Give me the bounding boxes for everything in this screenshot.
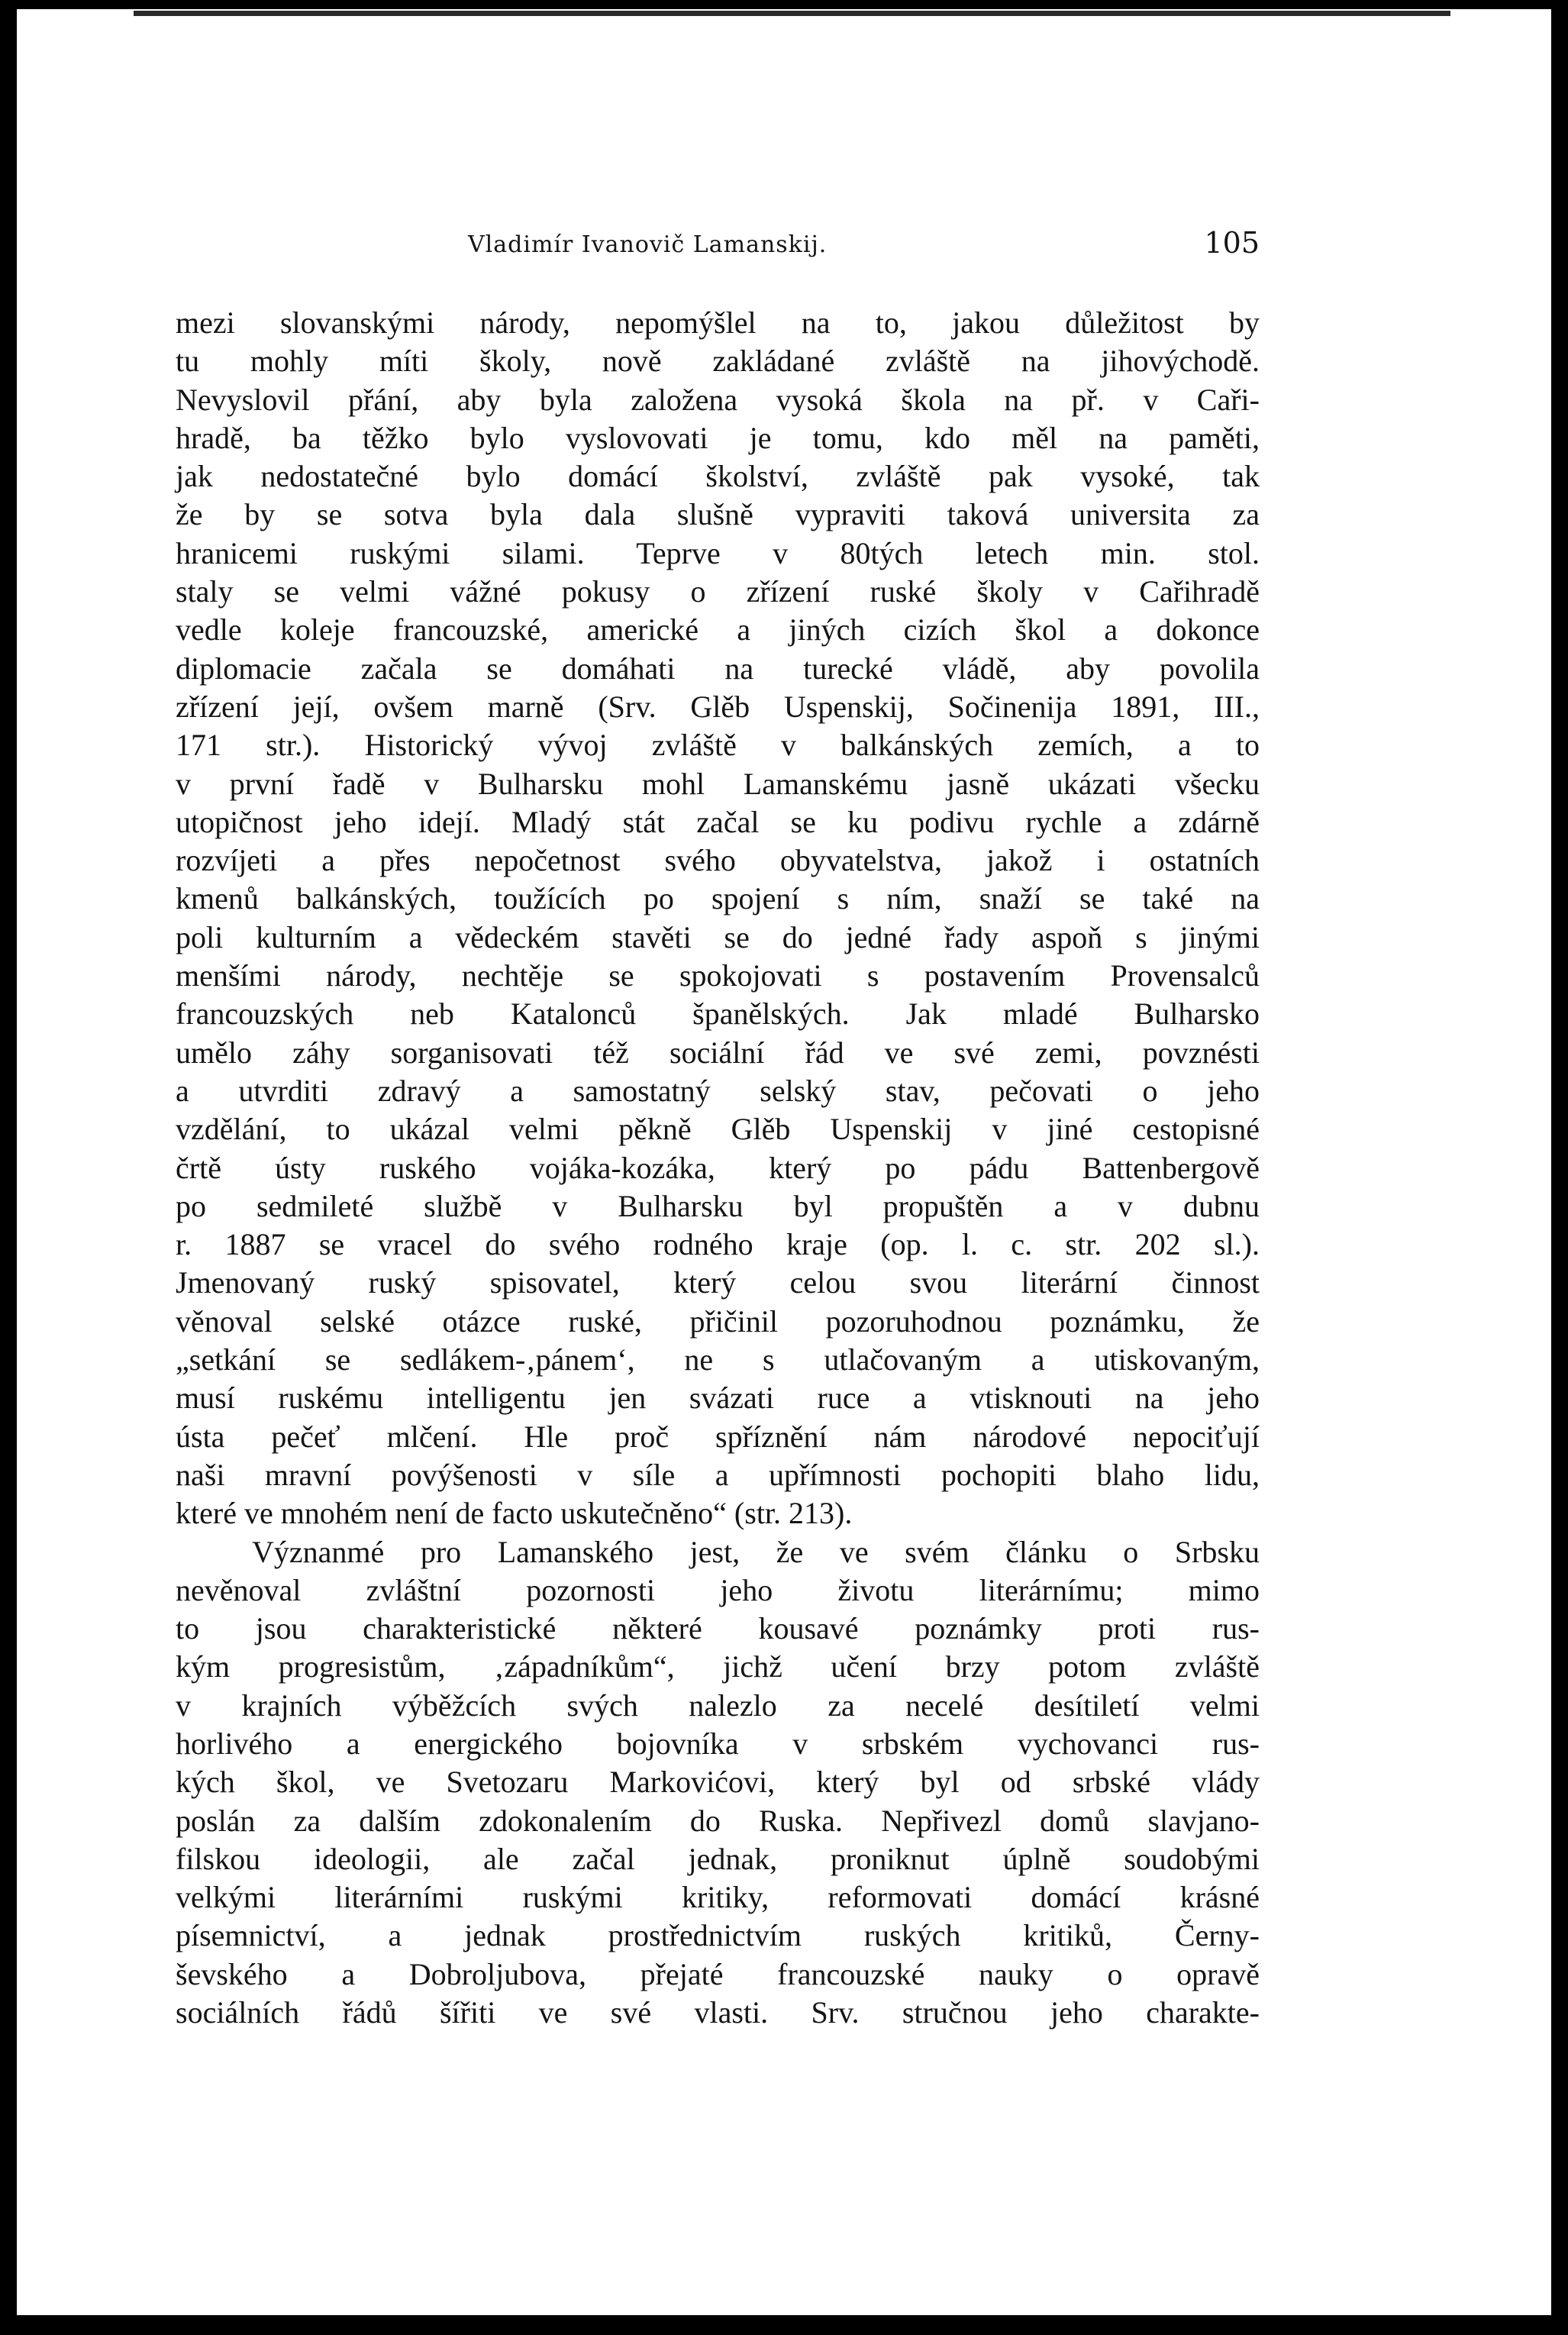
text-line: po sedmileté službě v Bulharsku byl propuštěn a v dubnu xyxy=(176,1188,1260,1223)
text-line: Jmenovaný ruský spisovatel, který celou svou literární činnost xyxy=(176,1265,1260,1300)
text-line: Nevyslovil přání, aby byla založena vysoká škola na př. v Caři- xyxy=(176,382,1260,417)
text-line: sociálních řádů šířiti ve své vlasti. Srv. stručnou jeho charakte- xyxy=(176,1995,1260,2030)
text-line: velkými literárními ruskými kritiky, reformovati domácí krásné xyxy=(176,1880,1260,1915)
text-line: věnoval selské otázce ruské, přičinil pozoruhodnou poznámku, že xyxy=(176,1303,1260,1339)
text-line: nevěnoval zvláštní pozornosti jeho životu literárnímu; mimo xyxy=(176,1572,1260,1607)
page-number: 105 xyxy=(1204,226,1260,260)
text-line: črtě ústy ruského vojáka-kozáka, který po pádu Battenbergově xyxy=(176,1150,1260,1185)
text-line: rozvíjeti a přes nepočetnost svého obyvatelstva, jakož i ostatních xyxy=(176,843,1260,878)
text-line: „setkání se sedlákem-‚pánem‘, ne s utlačovaným a utiskovaným, xyxy=(176,1342,1260,1377)
text-line: menšími národy, nechtěje se spokojovati s postavením Provensalců xyxy=(176,958,1260,993)
text-line: staly se velmi vážné pokusy o zřízení ruské školy v Cařihradě xyxy=(176,574,1260,609)
text-line: 171 str.). Historický vývoj zvláště v balkánských zemích, a to xyxy=(176,728,1260,763)
text-line: francouzských neb Katalonců španělských. Jak mladé Bulharsko xyxy=(176,996,1260,1032)
text-line: zřízení její, ovšem marně (Srv. Glěb Uspenskij, Sočinenija 1891, III., xyxy=(176,689,1260,724)
text-line: které ve mnohém není de facto uskutečněno“ (str. 213). xyxy=(176,1496,853,1531)
text-line: písemnictví, a jednak prostřednictvím ruských kritiků, Černy- xyxy=(176,1918,1260,1953)
text-line: vzdělání, to ukázal velmi pěkně Glěb Uspenskij v jiné cestopisné xyxy=(176,1112,1260,1147)
text-line: a utvrditi zdravý a samostatný selský stav, pečovati o jeho xyxy=(176,1073,1260,1108)
text-line: v krajních výběžcích svých nalezlo za necelé desítiletí velmi xyxy=(176,1687,1260,1723)
text-line: mezi slovanskými národy, nepomýšlel na to, jakou důležitost by xyxy=(176,305,1260,340)
text-line: hranicemi ruskými silami. Teprve v 80tých letech min. stol. xyxy=(176,535,1260,570)
text-line: diplomacie začala se domáhati na turecké vládě, aby povolila xyxy=(176,651,1260,686)
running-title: Vladimír Ivanovič Lamanskij. xyxy=(468,231,828,258)
text-line: filskou ideologii, ale začal jednak, proniknut úplně soudobými xyxy=(176,1841,1260,1876)
text-line: hradě, ba těžko bylo vyslovovati je tomu, kdo měl na paměti, xyxy=(176,420,1260,455)
text-line: umělo záhy sorganisovati též sociální řád ve své zemi, povznésti xyxy=(176,1035,1260,1070)
text-line: ústa pečeť mlčení. Hle proč spříznění nám národové nepociťují xyxy=(176,1419,1260,1454)
text-line: Význanmé pro Lamanského jest, že ve svém článku o Srbsku xyxy=(252,1534,1260,1569)
text-line: vedle koleje francouzské, americké a jiných cizích škol a dokonce xyxy=(176,612,1260,648)
text-line: kým progresistům, ‚západníkům“, jichž učení brzy potom zvláště xyxy=(176,1649,1260,1684)
text-line: jak nedostatečné bylo domácí školství, zvláště pak vysoké, tak xyxy=(176,459,1260,494)
text-line: horlivého a energického bojovníka v srbském vychovanci rus- xyxy=(176,1726,1260,1761)
text-line: v první řadě v Bulharsku mohl Lamanskému jasně ukázati všecku xyxy=(176,766,1260,801)
running-header xyxy=(176,220,1260,266)
text-line: naši mravní povýšenosti v síle a upřímnosti pochopiti blaho lidu, xyxy=(176,1457,1260,1492)
text-line: to jsou charakteristické některé kousavé poznámky proti rus- xyxy=(176,1611,1260,1646)
text-line: že by se sotva byla dala slušně vypraviti taková universita za xyxy=(176,497,1260,532)
text-line: musí ruskému intelligentu jen svázati ruce a vtisknouti na jeho xyxy=(176,1381,1260,1416)
text-line: poli kulturním a vědeckém stavěti se do jedné řady aspoň s jinými xyxy=(176,919,1260,954)
text-line: r. 1887 se vracel do svého rodného kraje (op. l. c. str. 202 sl.). xyxy=(176,1227,1260,1262)
body-text xyxy=(176,304,1260,2032)
text-line: kých škol, ve Svetozaru Markovićovi, který byl od srbské vlády xyxy=(176,1765,1260,1800)
text-line: poslán za dalším zdokonalením do Ruska. Nepřivezl domů slavjano- xyxy=(176,1803,1260,1838)
text-line: utopičnost jeho idejí. Mladý stát začal se ku podivu rychle a zdárně xyxy=(176,804,1260,839)
text-line: ševského a Dobroljubova, přejaté francouzské nauky o opravě xyxy=(176,1956,1260,1991)
text-line: kmenů balkánských, toužících po spojení s ním, snaží se také na xyxy=(176,881,1260,916)
scan-edge-mark xyxy=(134,11,1450,16)
text-line: tu mohly míti školy, nově zakládané zvláště na jihovýchodě. xyxy=(176,344,1260,379)
